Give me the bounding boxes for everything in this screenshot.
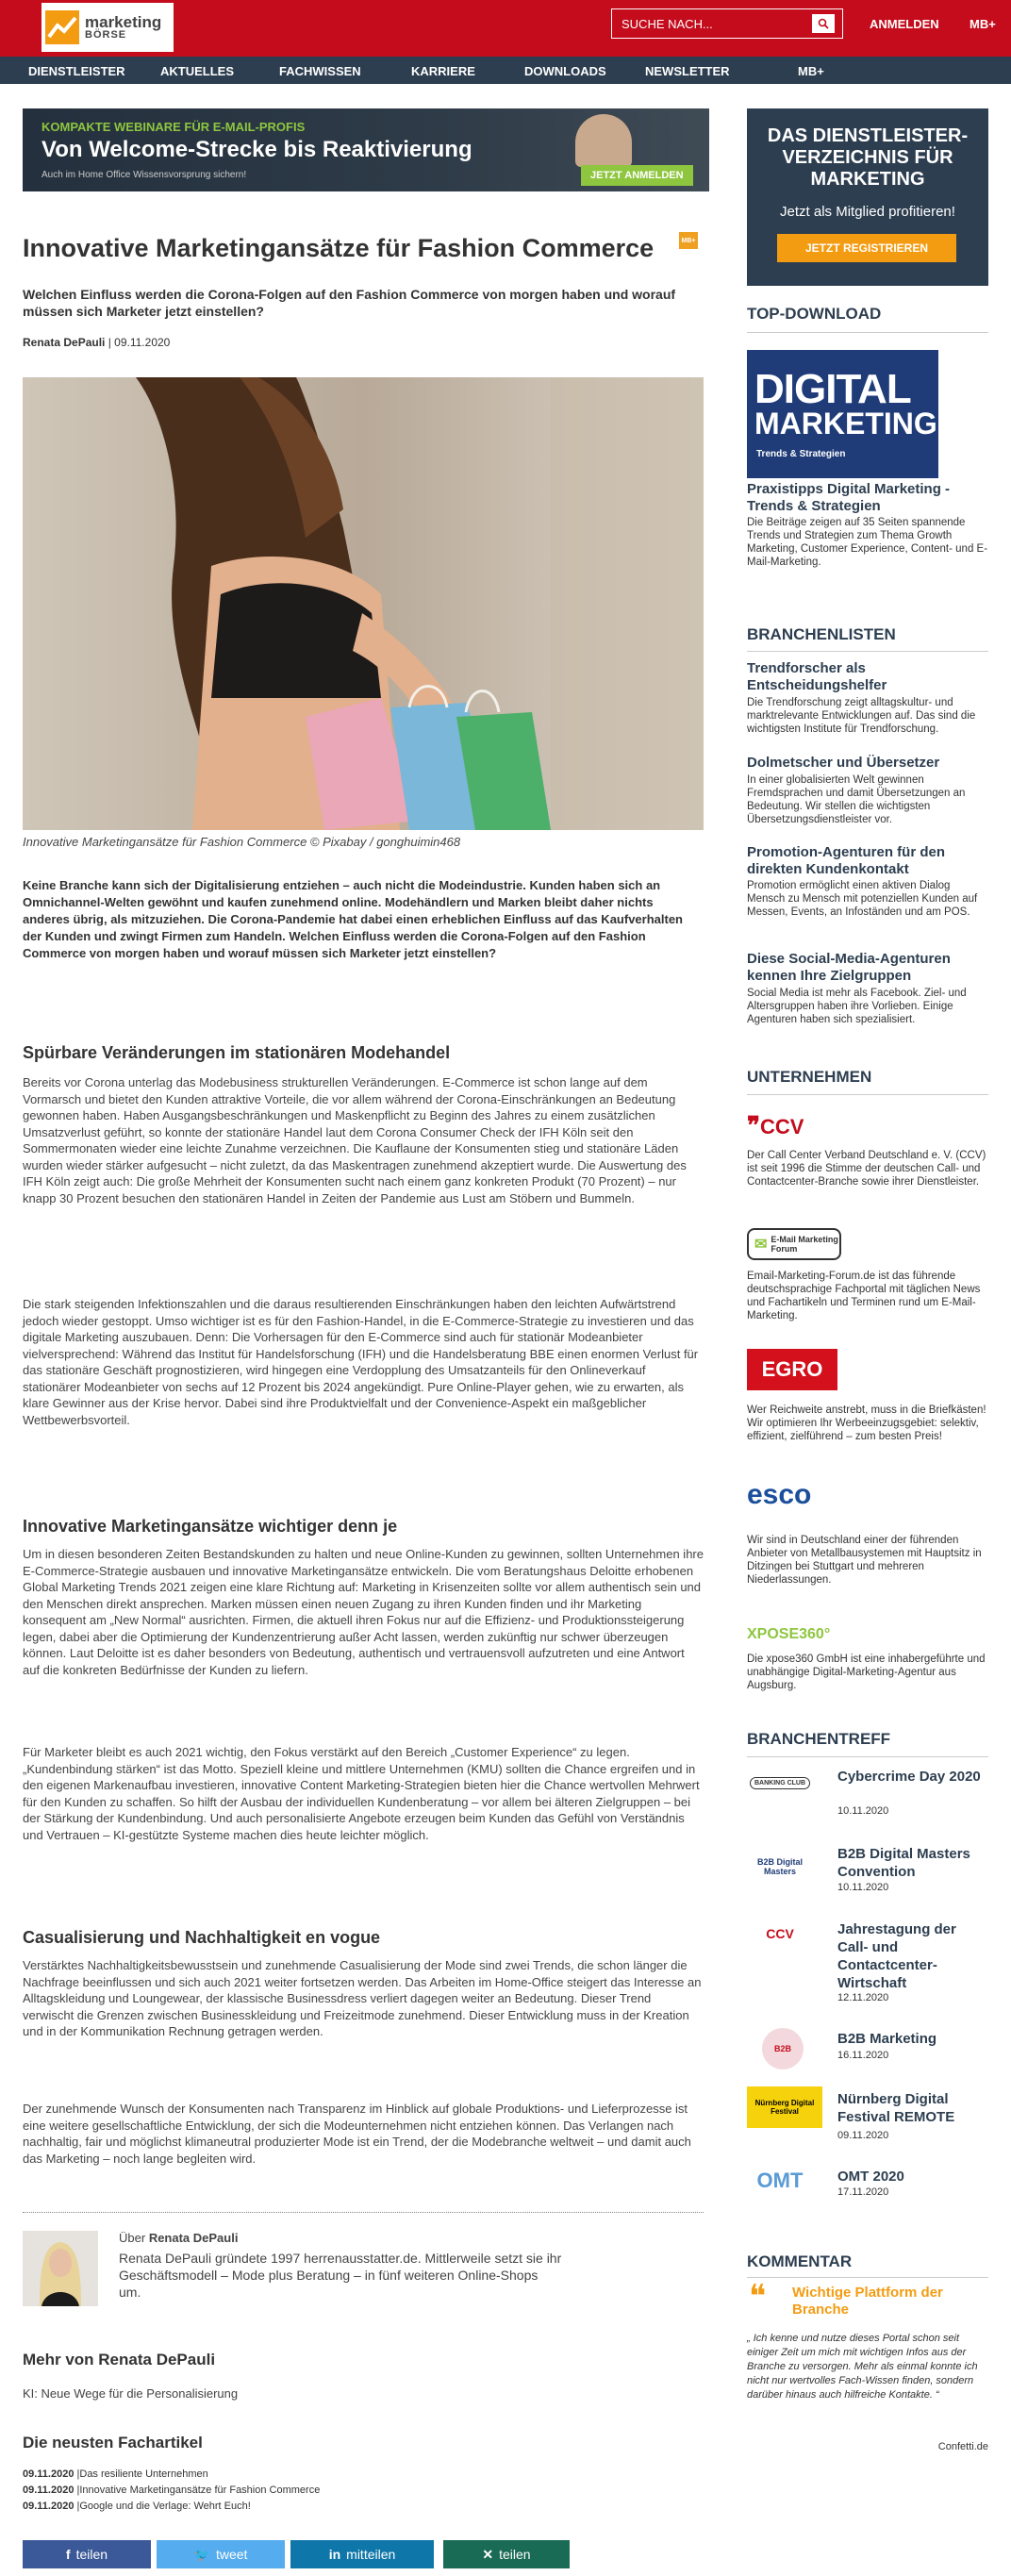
event-logo-text: B2B	[773, 2044, 791, 2053]
author-photo	[23, 2231, 98, 2306]
newest-article-date: 09.11.2020	[23, 2468, 75, 2480]
article-lead: Welchen Einfluss werden die Corona-Folgen auf den Fashion Commerce von morgen haben und worauf müssen sich Marketer jetzt einstellen?	[23, 287, 676, 319]
company-logo-emf[interactable]	[747, 1228, 841, 1260]
article-author[interactable]: Renata DePauli	[23, 336, 106, 349]
event-title[interactable]: Nürnberg Digital Festival REMOTE	[837, 2091, 955, 2125]
paragraph-2: Die stark steigenden Infektionszahlen und die daraus resultierenden Einschränkungen haben den leichten Aufwärtstrend jedoch wieder gestoppt. Umso wichtiger ist es für den Fashion-Handel, in die E-Commerce-Strategie zu investieren und das digitale Marketing auszubauen. Denn: Die Vorhersagen für den E-Commerce sind auch für stationär Modeanbieter vielversprechend: Während das Institut für Handelsforschung (IFH) und die Handelsberatung BBE einen enormen Verlust für das stationäre Geschäft prognostizieren, wird hingegen eine Verdopplung des Umsatzanteils für den Onlineverkauf stationärer Modeanbieter von sechs auf 12 Prozent bis 2024 angekündigt. Pure Online-Player gehen, wie zu erwarten, als klare Gewinner aus der Krise hervor. Dabei sind ihre Produktvielfalt und der Convenience-Aspekt ein maßgeblicher Wettbewerbsvorteil.	[23, 1297, 699, 1427]
event-logo-text: BANKING CLUB	[750, 1777, 810, 1789]
email-icon: ✉	[754, 1237, 768, 1253]
nav-fachwissen[interactable]: FACHWISSEN	[279, 64, 361, 78]
kommentar-title: Wichtige Plattform der Branche	[792, 2285, 943, 2318]
banner-register-button[interactable]: JETZT ANMELDEN	[581, 165, 693, 186]
nav-downloads[interactable]: DOWNLOADS	[524, 64, 606, 78]
nav-dienstleister[interactable]: DIENSTLEISTER	[28, 64, 125, 78]
nav-karriere[interactable]: KARRIERE	[411, 64, 475, 78]
event-logo[interactable]	[747, 1915, 813, 1953]
list-text: Die Trendforschung zeigt alltagskultur- und marktrelevante Entwicklungen auf. Das sind die wichtigsten Institute für Trendforschung.	[747, 697, 976, 735]
top-download-heading: TOP-DOWNLOAD	[747, 305, 882, 323]
mbplus-link[interactable]: MB+	[970, 17, 996, 31]
event-title[interactable]: Jahrestagung der Call- und Contactcenter-Wirtschaft	[837, 1921, 956, 1991]
share-xing-button[interactable]	[443, 2540, 570, 2568]
directory-promo-title: DAS DIENSTLEISTER-VERZEICHNIS FÜR MARKETING	[767, 125, 969, 190]
mbplus-badge: MB+	[679, 232, 698, 249]
list-title[interactable]: Diese Social-Media-Agenturen kennen Ihre Zielgruppen	[747, 951, 951, 984]
section-heading-3: Casualisierung und Nachhaltigkeit en vogue	[23, 1928, 381, 1947]
event-logo-text: B2B Digital Masters	[756, 1857, 803, 1876]
more-from-author-heading: Mehr von Renata DePauli	[23, 2351, 216, 2368]
banner-subtitle: Auch im Home Office Wissensvorsprung sichern!	[41, 170, 247, 180]
company-text: Die xpose360 GmbH ist eine inhabergeführte und unabhängige Digital-Marketing-Agentur aus Augsburg.	[747, 1654, 986, 1691]
main-nav	[0, 57, 1011, 84]
top-download-cover[interactable]	[747, 350, 938, 478]
nav-mbplus[interactable]: MB+	[798, 64, 824, 78]
event-title[interactable]: Cybercrime Day 2020	[837, 1769, 981, 1785]
more-from-author-link[interactable]: KI: Neue Wege für die Personalisierung	[23, 2386, 239, 2401]
article-meta: Renata DePauli | 09.11.2020	[23, 336, 171, 349]
share-linkedin-label: mitteilen	[346, 2547, 396, 2562]
company-logo-esco[interactable]	[747, 1479, 841, 1517]
book-title-line3: Trends & Strategien	[756, 449, 846, 459]
list-text: In einer globalisierten Welt gewinnen Fremdsprachen und damit Übersetzungen an Bedeutung. Wir stellen die wichtigsten Übersetzungsdienstleister vor.	[747, 774, 966, 825]
webinar-banner[interactable]	[23, 108, 709, 191]
ccv-quote-icon: ❞	[747, 1111, 760, 1139]
top-download-title[interactable]: Praxistipps Digital Marketing - Trends & Strategien	[747, 481, 951, 514]
search-icon	[812, 14, 835, 33]
article-hero-image	[23, 377, 704, 830]
author-about-prefix: Über	[119, 2231, 146, 2245]
newest-article-date: 09.11.2020	[23, 2485, 75, 2496]
article-intro: Keine Branche kann sich der Digitalisierung entziehen – auch nicht die Modeindustrie. Kunden haben sich an Omnichannel-Welten gewöhnt und kaufen zunehmend online. Modehändlern und Marken bleibt daher nichts anderes übrig, als mitzuziehen. Die Corona-Pandemie hat dabei einen erheblichen Einfluss auf das Kaufverhalten der Kunden und zwingt Firmen zum Handeln. Welchen Einfluss werden die Corona-Folgen auf den Fashion Commerce von morgen haben und worauf müssen sich Marketer jetzt einstellen?	[23, 878, 684, 960]
banner-person-image	[575, 114, 632, 167]
event-logo[interactable]	[747, 2162, 813, 2200]
paragraph-4: Für Marketer bleibt es auch 2021 wichtig, den Fokus verstärkt auf den Bereich „Customer Experience“ zu legen. „Kundenbindung stärken“ ist das Motto. Speziell kleine und mittlere Unternehmen (KMU) sollten die Chance ergreifen und in den eigenen Markenaufbau investieren, innovative Content Marketing-Strategien bieten hier die Chance wertvollen Mehrwert für den Kunden zu schaffen. So hilft der Ausbau der individuellen Kundenberatung – vor allem bei älteren Zielgruppen – bei der Stärkung der Kundenbindung. Und auch personalisierte Angebote erzeugen beim Kunden das Gefühl von Verständnis und Vertrauen – KI-gestützte Systeme machen dies heute leichter möglich.	[23, 1745, 700, 1842]
share-linkedin-button[interactable]	[290, 2540, 434, 2568]
share-xing-label: teilen	[499, 2547, 531, 2562]
search-button[interactable]	[804, 9, 842, 38]
event-date: 12.11.2020	[837, 1992, 889, 2003]
list-title[interactable]: Promotion-Agenturen für den direkten Kundenkontakt	[747, 844, 945, 877]
event-date: 10.11.2020	[837, 1882, 889, 1893]
list-text: Promotion ermöglicht einen aktiven Dialog Mensch zu Mensch mit potenziellen Kunden auf Messen, Events, an Infoständen und am POS.	[747, 880, 978, 918]
list-title[interactable]: Trendforscher als Entscheidungshelfer	[747, 660, 887, 693]
section-heading-2: Innovative Marketingansätze wichtiger denn je	[23, 1517, 398, 1536]
share-facebook-label: teilen	[75, 2547, 108, 2562]
event-title[interactable]: OMT 2020	[837, 2169, 904, 2185]
kommentar-heading: KOMMENTAR	[747, 2252, 853, 2270]
divider	[747, 332, 988, 333]
company-logo-text: XPOSE360°	[747, 1626, 831, 1642]
kommentar-text: „ Ich kenne und nutze dieses Portal schon seit einiger Zeit um mich mit wichtigen Infos aus der Branche zu versorgen. Mehr als einmal konnte ich nicht nur wertvolles Fach-Wissen finden, sondern darüber hinaus auch hilfreiche Kontakte. “	[747, 2333, 978, 2401]
company-text: Wir sind in Deutschland einer der führenden Anbieter von Metallbausystemen mit Hauptsitz in Ditzingen bei Stuttgart und mehreren Niederlassungen.	[747, 1535, 982, 1586]
directory-promo-box	[747, 108, 988, 286]
nav-newsletter[interactable]: NEWSLETTER	[645, 64, 730, 78]
newest-articles-heading: Die neusten Fachartikel	[23, 2434, 203, 2451]
top-header	[0, 0, 1011, 57]
xing-icon: ✕	[482, 2546, 494, 2562]
company-logo-text: esco	[747, 1479, 812, 1510]
share-twitter-label: tweet	[215, 2547, 248, 2562]
company-logo-xpose360[interactable]	[747, 1626, 851, 1649]
share-twitter-button[interactable]	[157, 2540, 285, 2568]
company-logo-ccv[interactable]	[747, 1111, 832, 1139]
company-logo-text: EGRO	[761, 1357, 823, 1381]
list-title[interactable]: Dolmetscher und Übersetzer	[747, 755, 940, 771]
section-heading-1: Spürbare Veränderungen im stationären Modehandel	[23, 1043, 451, 1062]
divider	[747, 1756, 988, 1757]
logo-line1: marketing	[85, 13, 162, 31]
event-date: 17.11.2020	[837, 2186, 889, 2198]
company-logo-egro[interactable]	[747, 1349, 837, 1390]
company-text: Email-Marketing-Forum.de ist das führende deutschsprachige Fachportal mit täglichen News und Fachartikeln und Terminen rund um E-Mail-Marketing.	[747, 1271, 981, 1321]
newest-article-title[interactable]: |Das resiliente Unternehmen	[76, 2468, 208, 2480]
author-box-name[interactable]: Renata DePauli	[148, 2231, 239, 2245]
divider	[747, 2277, 988, 2278]
author-about	[119, 2231, 238, 2245]
event-logo[interactable]	[747, 2086, 822, 2128]
directory-promo-subtitle: Jetzt als Mitglied profitieren!	[780, 204, 955, 220]
divider	[747, 1094, 988, 1095]
logo-line2: BÖRSE	[85, 29, 127, 41]
paragraph-1: Bereits vor Corona unterlag das Modebusiness strukturellen Veränderungen. E-Commerce ist schon lange auf dem Vormarsch und bietet den Kunden attraktive Vorteile, die vor allem während der Corona-Einschränkungen an Bedeutung gewonnen haben. Haben Ausgangsbeschränkungen und Maskenpflicht zu Beginn des Jahres zu einem zusätzlichen Umsatzverlust geführt, so konnte der stationäre Handel laut dem Corona Consumer Check der IFH Köln seit den Sommermonaten wieder eine leichte Zunahme verzeichnen. Die Kauflaune der Konsumenten stieg und stationäre Läden wurden wieder stärker aufgesucht – nicht zuletzt, da das Maskentragen zunehmend akzeptiert wurde. Die Auswertung des IFH Köln zeigt auch: Die große Mehrheit der Konsumenten sucht nach einem ganz konkreten Produkt (70 Prozent) – nur knapp 30 Prozent besuchen den stationären Handel in Zeiten der Pandemie aus Lust am Stöbern und Bummeln.	[23, 1075, 687, 1205]
event-logo-text: Nürnberg Digital Festival	[754, 2099, 815, 2116]
paragraph-3: Um in diesen besonderen Zeiten Bestandskunden zu halten und neue Online-Kunden zu gewinnen, sollten Unternehmen ihre E-Commerce-Strategie ausbauen und innovative Marketingansätze entwickeln. Die vom Beratungshaus Deloitte erhobenen Global Marketing Trends 2021 zeigen eine klare Richtung auf: Marketing in Krisenzeiten sollte vor allem authentisch sein und den Menschen direkt ansprechen. Marken müssen einen neuen Zugang zu ihren Kunden finden und ihr Marketing konsequent am „New Normal“ ausrichten. Firmen, die aktuell ihren Fokus nur auf die Effizienz- und Produktionssteigerung legen, dabei aber die Optimierung der Kundenzentrierung außer Acht lassen, werden zukünftig nur schwer überzeugen können. Laut Deloitte ist es daher besonders von Bedeutung, authentisch und vertrauensvoll aufzutreten und eine Antwort auf die konkreten Bedürfnisse der Kunden zu liefern.	[23, 1547, 704, 1677]
divider	[747, 651, 988, 652]
divider	[23, 2212, 704, 2213]
paragraph-6: Der zunehmende Wunsch der Konsumenten nach Transparenz im Hinblick auf globale Produktions- und Lieferprozesse ist eine weitere gesellschaftliche Entwicklung, der sich die Modeunternehmen nicht entziehen können. Das Verlangen nach nachhaltig, fair und möglichst klimaneutral produzierter Mode ist ein Trend, der die Modebranche weltweit – und damit auch das Marketing – noch lange begleiten wird.	[23, 2102, 691, 2166]
book-title-line1: DIGITAL	[754, 366, 911, 412]
event-date: 10.11.2020	[837, 1805, 889, 1817]
event-title[interactable]: B2B Marketing	[837, 2031, 937, 2047]
list-text: Social Media ist mehr als Facebook. Ziel- und Altersgruppen haben ihre Vorlieben. Einige Agenturen haben sich spezialisiert.	[747, 988, 967, 1025]
search-input[interactable]: SUCHE NACH...	[622, 16, 713, 31]
twitter-icon: 🐦	[193, 2546, 210, 2562]
logo-chart-icon	[45, 10, 79, 44]
event-title[interactable]: B2B Digital Masters Convention	[837, 1846, 970, 1880]
site-logo[interactable]	[41, 3, 174, 52]
event-date: 09.11.2020	[837, 2130, 889, 2141]
quote-icon: ❝	[749, 2279, 767, 2315]
event-date: 16.11.2020	[837, 2050, 889, 2061]
login-link[interactable]: ANMELDEN	[870, 17, 939, 31]
event-logo-text: OMT	[756, 2169, 804, 2192]
event-logo-text: CCV	[766, 1926, 794, 1941]
branchenlisten-heading: BRANCHENLISTEN	[747, 625, 896, 643]
newest-article-date: 09.11.2020	[23, 2501, 75, 2512]
company-text: Wer Reichweite anstrebt, muss in die Briefkästen! Wir optimieren Ihr Werbeeinzugsgebiet: selektiv, effizient, zielführend – zum besten Preis!	[747, 1404, 986, 1442]
newest-article-title[interactable]: |Innovative Marketingansätze für Fashion Commerce	[76, 2485, 321, 2496]
event-logo[interactable]	[747, 1764, 813, 1802]
branchentreff-heading: BRANCHENTREFF	[747, 1730, 891, 1748]
image-caption: Innovative Marketingansätze für Fashion Commerce © Pixabay / gonghuimin468	[23, 835, 461, 849]
paragraph-5: Verstärktes Nachhaltigkeitsbewusstsein und zunehmende Casualisierung der Mode sind zwei Trends, die schon länger die Nachfrage beeinflussen und sich auch 2021 weiter fortsetzen werden. Das Arbeiten im Home-Office steigert das Interesse an Alltagskleidung und Loungewear, der klassische Businessdress verliert dagegen weiter an Bedeutung. Dieser Trend verwischt die Grenzen zwischen Businesskleidung und Freizeitmode zunehmend. Dieser Entwicklung muss in der Kreation und in der Kommunikation Rechnung getragen werden.	[23, 1958, 702, 2038]
article-title: Innovative Marketingansätze für Fashion Commerce	[23, 234, 655, 262]
newest-article-title[interactable]: |Google und die Verlage: Wehrt Euch!	[76, 2501, 251, 2512]
book-title-line2: MARKETING	[754, 407, 937, 440]
author-bio: Renata DePauli gründete 1997 herrenausstatter.de. Mittlerweile setzt sie ihr Geschäftsmodell – Mode plus Beratung – in fünf weiteren Online-Shops um.	[119, 2251, 562, 2300]
kommentar-source: Confetti.de	[937, 2441, 988, 2452]
newest-article-item[interactable]	[23, 2485, 320, 2496]
event-logo[interactable]	[762, 2028, 804, 2069]
banner-title: Von Welcome-Strecke bis Reaktivierung	[41, 137, 472, 162]
banner-kicker: KOMPAKTE WEBINARE FÜR E-MAIL-PROFIS	[41, 120, 306, 134]
company-logo-text: E-Mail Marketing Forum	[771, 1235, 838, 1254]
share-facebook-button[interactable]	[23, 2540, 151, 2568]
nav-aktuelles[interactable]: AKTUELLES	[160, 64, 234, 78]
register-button[interactable]: JETZT REGISTRIEREN	[777, 234, 956, 262]
unternehmen-heading: UNTERNEHMEN	[747, 1068, 872, 1086]
newest-article-item[interactable]	[23, 2468, 208, 2480]
event-logo[interactable]	[747, 1840, 813, 1893]
top-download-text: Die Beiträge zeigen auf 35 Seiten spannende Trends und Strategien zum Thema Growth Marketing, Customer Experience, Content- und E-Mail-Marketing.	[747, 517, 988, 568]
company-text: Der Call Center Verband Deutschland e. V. (CCV) ist seit 1996 die Stimme der deutschen Call- und Contactcenter-Branche sowie ihrer Dienstleister.	[747, 1150, 986, 1188]
linkedin-icon: in	[328, 2547, 341, 2562]
newest-article-item[interactable]	[23, 2501, 251, 2512]
company-logo-text: CCV	[760, 1115, 804, 1138]
facebook-icon: f	[65, 2547, 71, 2562]
article-date: 09.11.2020	[114, 336, 171, 349]
search-box[interactable]	[611, 8, 843, 39]
